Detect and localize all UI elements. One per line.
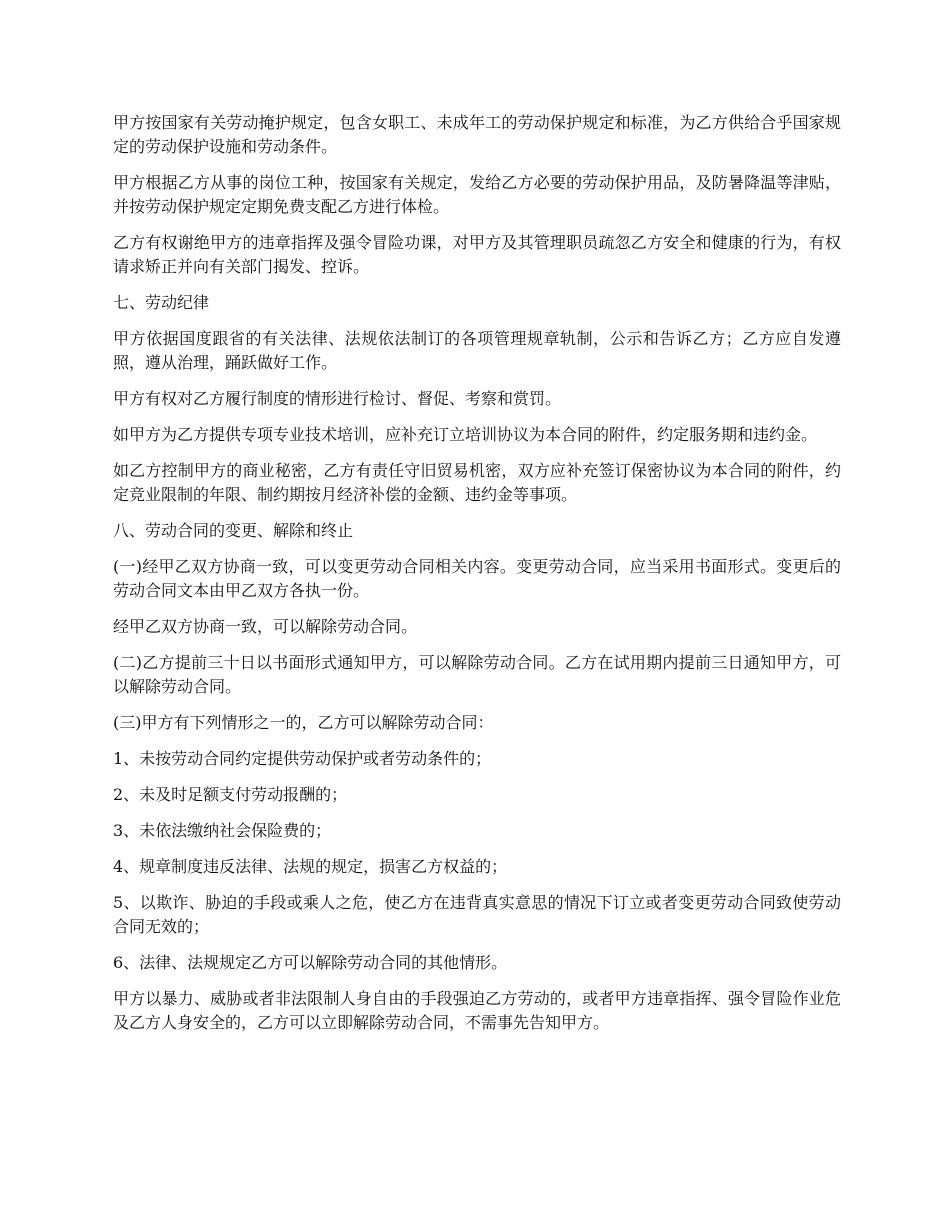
list-item-4: 4、规章制度违反法律、法规的规定，损害乙方权益的；: [113, 857, 508, 876]
paragraph-training-agreement: 如甲方为乙方提供专项专业技术培训，应补充订立培训协议为本合同的附件，约定服务期和违约金。: [113, 425, 818, 444]
paragraph-contract-modification: (一)经甲乙双方协商一致，可以变更劳动合同相关内容。变更劳动合同，应当采用书面形式。变更后的劳动合同文本由甲乙双方各执一份。: [113, 557, 841, 600]
paragraph-inspection-and-discipline: 甲方有权对乙方履行制度的情形进行检讨、督促、考察和赏罚。: [113, 389, 562, 408]
paragraph-labor-protection-standards: 甲方按国家有关劳动掩护规定，包含女职工、未成年工的劳动保护规定和标准，为乙方供给合乎国家规定的劳动保护设施和劳动条件。: [113, 113, 841, 156]
list-item-3: 3、未依法缴纳社会保险费的；: [113, 821, 332, 840]
paragraph-confidentiality-agreement: 如乙方控制甲方的商业秘密，乙方有责任守旧贸易机密，双方应补充签订保密协议为本合同的附件，约定竞业限制的年限、制约期按月经济补偿的金额、违约金等事项。: [113, 461, 841, 504]
list-item-1: 1、未按劳动合同约定提供劳动保护或者劳动条件的；: [113, 749, 492, 768]
paragraph-termination-conditions: (三)甲方有下列情形之一的，乙方可以解除劳动合同：: [113, 713, 494, 732]
paragraph-notice-termination: (二)乙方提前三十日以书面形式通知甲方，可以解除劳动合同。乙方在试用期内提前三日通知甲方，可以解除劳动合同。: [113, 653, 841, 696]
section-heading-contract-change: 八、劳动合同的变更、解除和终止: [113, 521, 354, 540]
document-body: [113, 111, 841, 1047]
paragraph-rules-and-regulations: 甲方依据国度跟省的有关法律、法规依法制订的各项管理规章轨制，公示和告诉乙方；乙方应自发遵照，遵从治理，踊跃做好工作。: [113, 329, 841, 372]
section-heading-labor-discipline: 七、劳动纪律: [113, 293, 210, 312]
paragraph-protective-equipment: 甲方根据乙方从事的岗位工种，按国家有关规定，发给乙方必要的劳动保护用品，及防暑降温等津贴，并按劳动保护规定定期免费支配乙方进行体检。: [113, 173, 841, 216]
list-item-5: 5、以欺诈、胁迫的手段或乘人之危，使乙方在违背真实意思的情况下订立或者变更劳动合同致使劳动合同无效的；: [113, 893, 841, 936]
paragraph-refuse-unsafe-orders: 乙方有权谢绝甲方的违章指挥及强令冒险功课，对甲方及其管理职员疏忽乙方安全和健康的行为，有权请求矫正并向有关部门揭发、控诉。: [113, 233, 841, 276]
list-item-6: 6、法律、法规规定乙方可以解除劳动合同的其他情形。: [113, 953, 508, 972]
paragraph-immediate-termination: 甲方以暴力、威胁或者非法限制人身自由的手段强迫乙方劳动的，或者甲方违章指挥、强令冒险作业危及乙方人身安全的，乙方可以立即解除劳动合同，不需事先告知甲方。: [113, 989, 841, 1032]
list-item-2: 2、未及时足额支付劳动报酬的；: [113, 785, 348, 804]
paragraph-mutual-termination: 经甲乙双方协商一致，可以解除劳动合同。: [113, 617, 418, 636]
